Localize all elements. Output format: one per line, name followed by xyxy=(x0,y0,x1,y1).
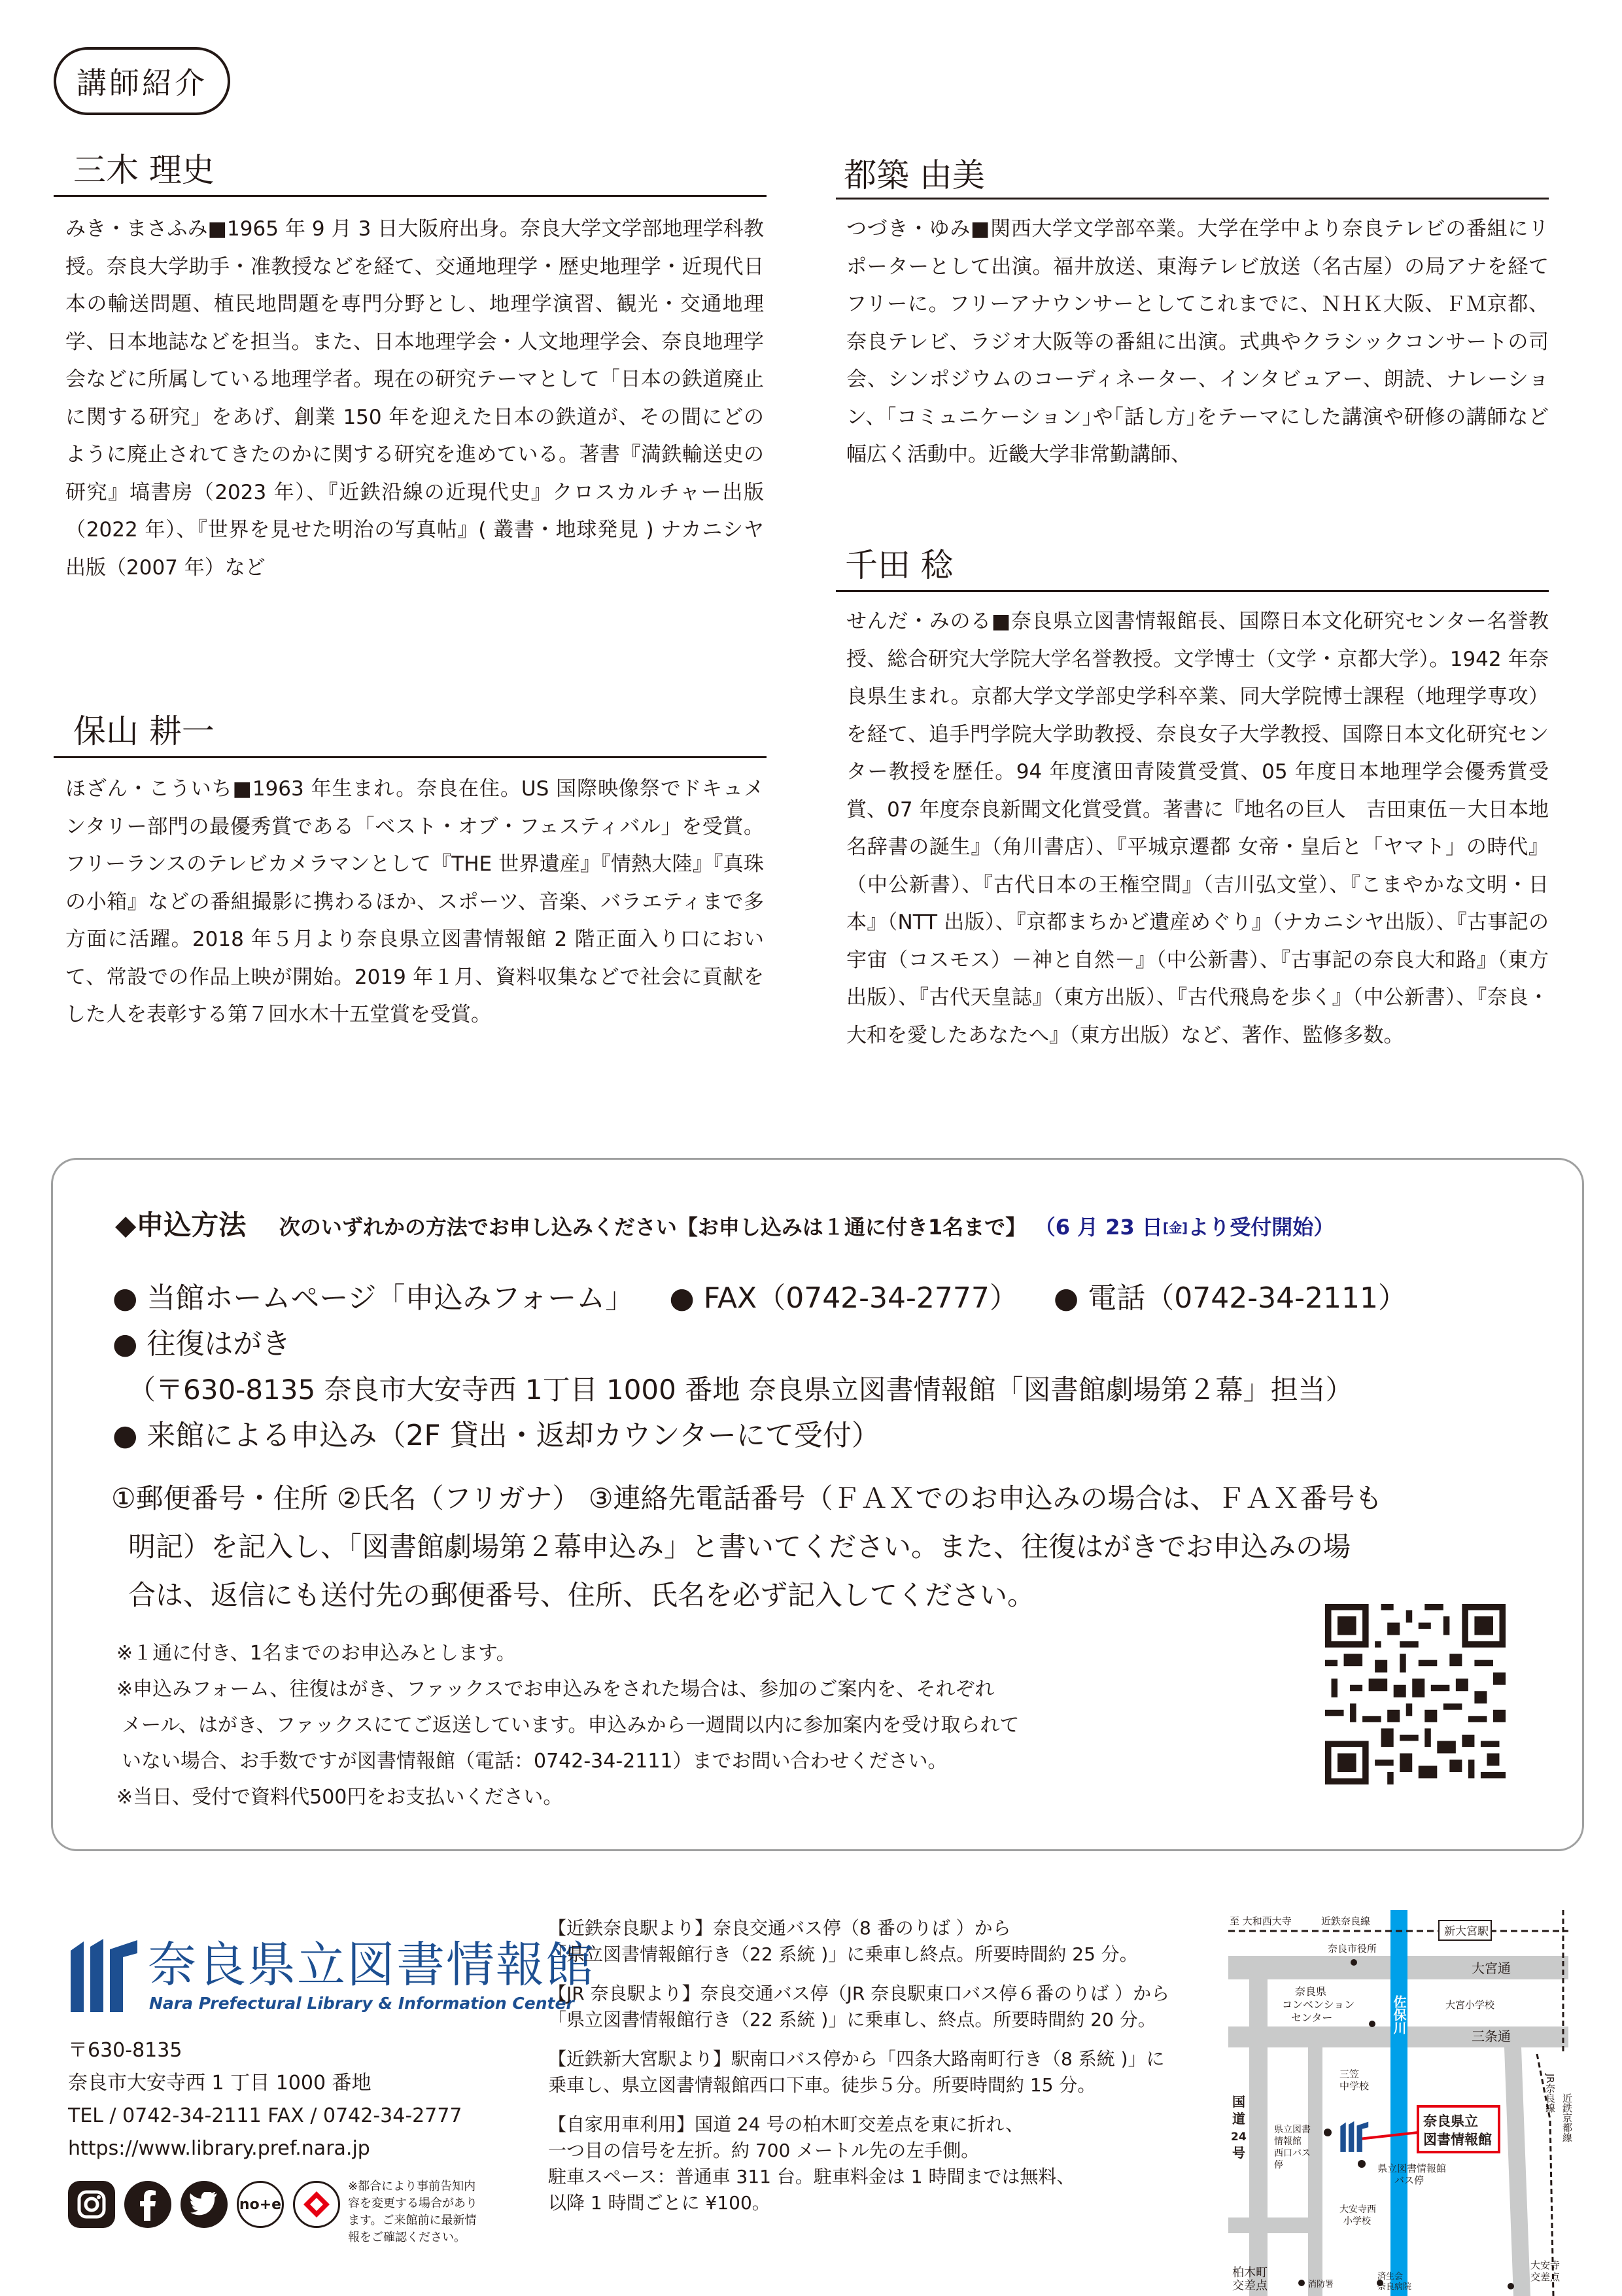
svg-text:中学校: 中学校 xyxy=(1339,2080,1370,2092)
option-postcard: ● 往復はがき xyxy=(112,1327,291,1361)
footer-notice-3: ます。ご来館前に最新情 xyxy=(348,2214,477,2227)
note-2: ※申込みフォーム、往復はがき、ファックスでお申込みをされた場合は、参加のご案内を、それぞれ xyxy=(116,1678,995,1701)
svg-text:近鉄奈良線: 近鉄奈良線 xyxy=(1321,1915,1371,1927)
footer-notice-4: 報をご確認ください。 xyxy=(348,2231,466,2244)
section-title-badge xyxy=(54,47,230,115)
svg-text:西口バス: 西口バス xyxy=(1274,2148,1311,2159)
option-fax[interactable]: ● FAX（0742-34-2777） xyxy=(669,1281,1018,1315)
svg-text:情報館: 情報館 xyxy=(1274,2136,1302,2147)
facebook-icon[interactable] xyxy=(124,2181,171,2228)
lecturer-divider-4 xyxy=(836,590,1549,592)
svg-text:佐保川: 佐保川 xyxy=(1391,1995,1407,2034)
library-logo-english: Nara Prefectural Library & Information Center xyxy=(149,1994,574,2013)
footer-telfax: TEL / 0742-34-2111 FAX / 0742-34-2777 xyxy=(68,2104,462,2127)
lecturer-name-1: 三木 理史 xyxy=(73,151,215,189)
note-4: いない場合、お手数ですが図書情報館（電話：0742-34-2111）までお問い合わせください。 xyxy=(122,1750,948,1773)
application-heading: ◆申込方法 xyxy=(115,1209,247,1241)
access-info xyxy=(548,1915,1169,2216)
svg-text:新大宮駅: 新大宮駅 xyxy=(1444,1925,1489,1938)
footer-address: 奈良市大安寺西 1 丁目 1000 番地 xyxy=(68,2072,371,2095)
lecturer-bio-3: つづき・ゆみ■関西大学文学部卒業。大学在学中より奈良テレビの番組にリポーターとして出演。福井放送、東海テレビ放送（名古屋）の局アナを経てフリーに。フリーアナウンサーとしてこれまでに、ＮＨＫ大阪、ＦＭ京都、奈良テレビ、ラジオ大阪等の番組に出演。式典やクラシックコンサートの司会、シンポジウムのコーディネーター、インタビュアー、朗読、ナレーション、｢コミュニケーション｣や｢話し方｣をテーマにした講演や研修の講師など幅広く活動中。近畿大学非常勤講師、 xyxy=(846,217,1549,466)
option-postcard-address: （〒630-8135 奈良市大安寺西 1丁目 1000 番地 奈良県立図書情報館「図書館劇場第２幕」担当） xyxy=(128,1374,1353,1406)
svg-text:24: 24 xyxy=(1231,2131,1247,2144)
section-title: 講師紹介 xyxy=(77,65,207,101)
svg-text:道: 道 xyxy=(1232,2111,1245,2127)
svg-text:済生会: 済生会 xyxy=(1377,2272,1404,2282)
footer-notice-2: 容を変更する場合があり xyxy=(348,2197,477,2210)
svg-text:近鉄京都線: 近鉄京都線 xyxy=(1561,2093,1573,2142)
application-start-b: より受付開始） xyxy=(1188,1215,1335,1240)
note-3: メール、はがき、ファックスにてご返送しています。申込みから一週間以内に参加案内を受け取られて xyxy=(122,1714,1020,1737)
note-1: ※１通に付き、1名までのお申込みとします。 xyxy=(116,1642,516,1665)
svg-text:三笠: 三笠 xyxy=(1339,2068,1360,2080)
notes xyxy=(116,1635,1020,1815)
footer-notice xyxy=(348,2178,477,2246)
access-kintetsu-nara: 【近鉄奈良駅より】奈良交通バス停（8 番のりば ）から 「県立図書情報館行き（22 系統 )」に乗車し終点。所要時間約 25 分。 xyxy=(548,1917,1138,1965)
lecturer-bio-1: みき・まさふみ■1965 年 9 月 3 日大阪府出身。奈良大学文学部地理学科教授。奈良大学助手・准教授などを経て、交通地理学・歴史地理学・近現代日本の輸送問題、植民地問題を専門分野とし、地理学演習、観光・交通地理学、日本地誌などを担当。また、日本地理学会・人文地理学会、奈良地理学会などに所属している地理学者。現在の研究テーマとして「日本の鉄道廃止に関する研究」をあげ、創業 150 年を迎えた日本の鉄道が、その間にどのように廃止されてきたのかに関する研究を進めている。著書『満鉄輸送史の研究』塙書房（2023 年）、『近鉄沿線の近現代史』クロスカルチャー出版（2022 年）、『世界を見せた明治の写真帖』( 叢書・地球発見 ) ナカニシヤ出版（2007 年）など xyxy=(65,217,764,580)
svg-text:柏木町: 柏木町 xyxy=(1232,2266,1268,2280)
option-visit: ● 来館による申込み（2F 貸出・返却カウンターにて受付） xyxy=(112,1419,880,1452)
svg-text:県立図書: 県立図書 xyxy=(1274,2125,1311,2135)
lecturer-name-2: 保山 耕一 xyxy=(73,712,215,750)
svg-text:国: 国 xyxy=(1232,2094,1245,2110)
instagram-icon[interactable] xyxy=(68,2181,115,2228)
footer-postal: 〒630-8135 xyxy=(68,2039,182,2062)
map-label-top-left: 至 大和西大寺 xyxy=(1230,1915,1292,1927)
footer-contact xyxy=(68,2034,462,2165)
svg-text:大安寺: 大安寺 xyxy=(1530,2259,1561,2271)
lecturer-divider-2 xyxy=(54,756,767,758)
svg-text:大安寺西: 大安寺西 xyxy=(1339,2204,1376,2215)
svg-text:交差点: 交差点 xyxy=(1530,2271,1561,2283)
application-start-a: （6 月 23 日 xyxy=(1034,1215,1163,1240)
svg-text:奈良県立: 奈良県立 xyxy=(1423,2113,1478,2129)
svg-text:大宮小学校: 大宮小学校 xyxy=(1445,1999,1495,2011)
twitter-icon[interactable] xyxy=(181,2181,228,2228)
svg-text:交差点: 交差点 xyxy=(1232,2279,1268,2293)
lecturer-name-4: 千田 稔 xyxy=(845,546,954,584)
footer-notice-1: ※都合により事前告知内 xyxy=(348,2180,476,2193)
svg-text:JR奈良線: JR奈良線 xyxy=(1544,2074,1556,2113)
note-icon[interactable]: no+e xyxy=(237,2181,284,2228)
svg-text:消防署: 消防署 xyxy=(1308,2280,1334,2289)
access-car: 【自家用車利用】国道 24 号の柏木町交差点を東に折れ、 一つ目の信号を左折。約 700 メートル先の左手側。 駐車スペース：普通車 311 台。駐車料金は 1 時間までは無料、 以降 1 時間ごとに ¥100。 xyxy=(548,2113,1075,2214)
library-logo-text: 奈良県立図書情報館 xyxy=(148,1937,595,1993)
svg-text:奈良病院: 奈良病院 xyxy=(1377,2282,1412,2292)
qr-code-icon[interactable] xyxy=(1325,1604,1506,1784)
svg-text:バス停: バス停 xyxy=(1394,2174,1424,2186)
access-jr-nara: 【JR 奈良駅より】奈良交通バス停（JR 奈良駅東口バス停６番のりば ）から 「県立図書情報館行き（22 系統 )」に乗車し、終点。所要時間約 20 分。 xyxy=(548,1983,1170,2030)
application-subheading: 次のいずれかの方法でお申し込みください【お申し込みは１通に付き1名まで】 xyxy=(279,1215,1027,1240)
requirement-line-2: 明記）を記入し、「図書館劇場第２幕申込み」と書いてください。また、往復はがきでお申込みの場 xyxy=(128,1531,1351,1563)
library-logo-icon xyxy=(65,1938,143,2016)
lecturer-bio-2: ほざん・こういち■1963 年生まれ。奈良在住。US 国際映像祭でドキュメンタリー部門の最優秀賞である「ベスト・オブ・フェスティバル」を受賞。フリーランスのテレビカメラマンとして『THE 世界遺産』『情熱大陸』『真珠の小箱』などの番組撮影に携わるほか、スポーツ、音楽、バラエティまで多方面に活躍。2018 年５月より奈良県立図書情報館 2 階正面入り口において、常設での作品上映が開始。2019 年１月、資料収集などで社会に貢献をした人を表彰する第７回水木十五堂賞を受賞。 xyxy=(65,777,764,1026)
svg-text:奈良市役所: 奈良市役所 xyxy=(1328,1943,1377,1955)
svg-text:奈良県: 奈良県 xyxy=(1295,1985,1327,1998)
application-heading-row xyxy=(115,1204,1334,1243)
option-tel[interactable]: ● 電話（0742-34-2111） xyxy=(1053,1281,1407,1315)
option-web-form[interactable]: ● 当館ホームページ「申込みフォーム」 xyxy=(112,1281,634,1315)
access-shin-omiya: 【近鉄新大宮駅より】駅南口バス停から「四条大路南町行き（8 系統 )」に 乗車し、県立図書情報館西口下車。徒歩５分。所要時間約 15 分。 xyxy=(548,2048,1165,2096)
library-logo[interactable] xyxy=(65,1937,595,2019)
access-map[interactable] xyxy=(1223,1910,1583,2296)
svg-text:小学校: 小学校 xyxy=(1343,2216,1371,2227)
svg-text:号: 号 xyxy=(1232,2145,1245,2161)
lecturer-bio-4: せんだ・みのる■奈良県立図書情報館長、国際日本文化研究センター名誉教授、総合研究大学院大学名誉教授。文学博士（文学・京都大学）。1942 年奈良県生まれ。京都大学文学部史学科卒業、同大学院博士課程（地理学専攻）を経て、追手門学院大学助教授、奈良女子大学教授、国際日本文化研究センター教授を歴任。94 年度濱田青陵賞受賞、05 年度日本地理学会優秀賞受賞、07 年度奈良新聞文化賞受賞。著書に『地名の巨人 吉田東伍－大日本地名辞書の誕生』（角川書店）、『平城京遷都 女帝・皇后と「ヤマト」の時代』（中公新書）、『古代日本の王権空間』（吉川弘文堂）、『こまやかな文明・日本』（NTT 出版）、『京都まちかど遺産めぐり』（ナカニシヤ出版）、『古事記の宇宙（コスモス）－神と自然－』（中公新書）、『古事記の奈良大和路』（東方出版）、『古代天皇誌』（東方出版）、『古代飛鳥を歩く』（中公新書）、『奈良・大和を愛したあなたへ』（東方出版）など、著作、監修多数。 xyxy=(846,610,1549,1047)
lecturer-name-3: 都築 由美 xyxy=(844,156,985,194)
svg-text:大宮通: 大宮通 xyxy=(1472,1960,1511,1976)
option-row-1 xyxy=(112,1276,1407,1321)
requirement-line-3: 合は、返信にも送付先の郵便番号、住所、氏名を必ず記入してください。 xyxy=(128,1579,1035,1611)
svg-text:コンベンション: コンベンション xyxy=(1282,1998,1355,2011)
note-5: ※当日、受付で資料代500円をお支払いください。 xyxy=(116,1786,563,1809)
svg-text:停: 停 xyxy=(1274,2160,1283,2170)
lecturer-divider-1 xyxy=(54,195,767,197)
footer-url[interactable]: https://www.library.pref.nara.jp xyxy=(68,2137,370,2160)
svg-text:三条通: 三条通 xyxy=(1472,2028,1511,2044)
application-start-day: [金] xyxy=(1162,1220,1188,1236)
requirement-line-1: ①郵便番号・住所 ②氏名（フリガナ） ③連絡先電話番号（ＦＡＸでのお申込みの場合は、ＦＡＸ番号も xyxy=(111,1482,1383,1514)
lecturer-divider-3 xyxy=(836,198,1549,200)
svg-text:センター: センター xyxy=(1291,2011,1333,2024)
svg-text:県立図書情報館: 県立図書情報館 xyxy=(1377,2163,1447,2174)
svg-text:図書情報館: 図書情報館 xyxy=(1423,2132,1492,2148)
line-icon[interactable] xyxy=(293,2181,340,2228)
sns-icons xyxy=(68,2181,340,2228)
